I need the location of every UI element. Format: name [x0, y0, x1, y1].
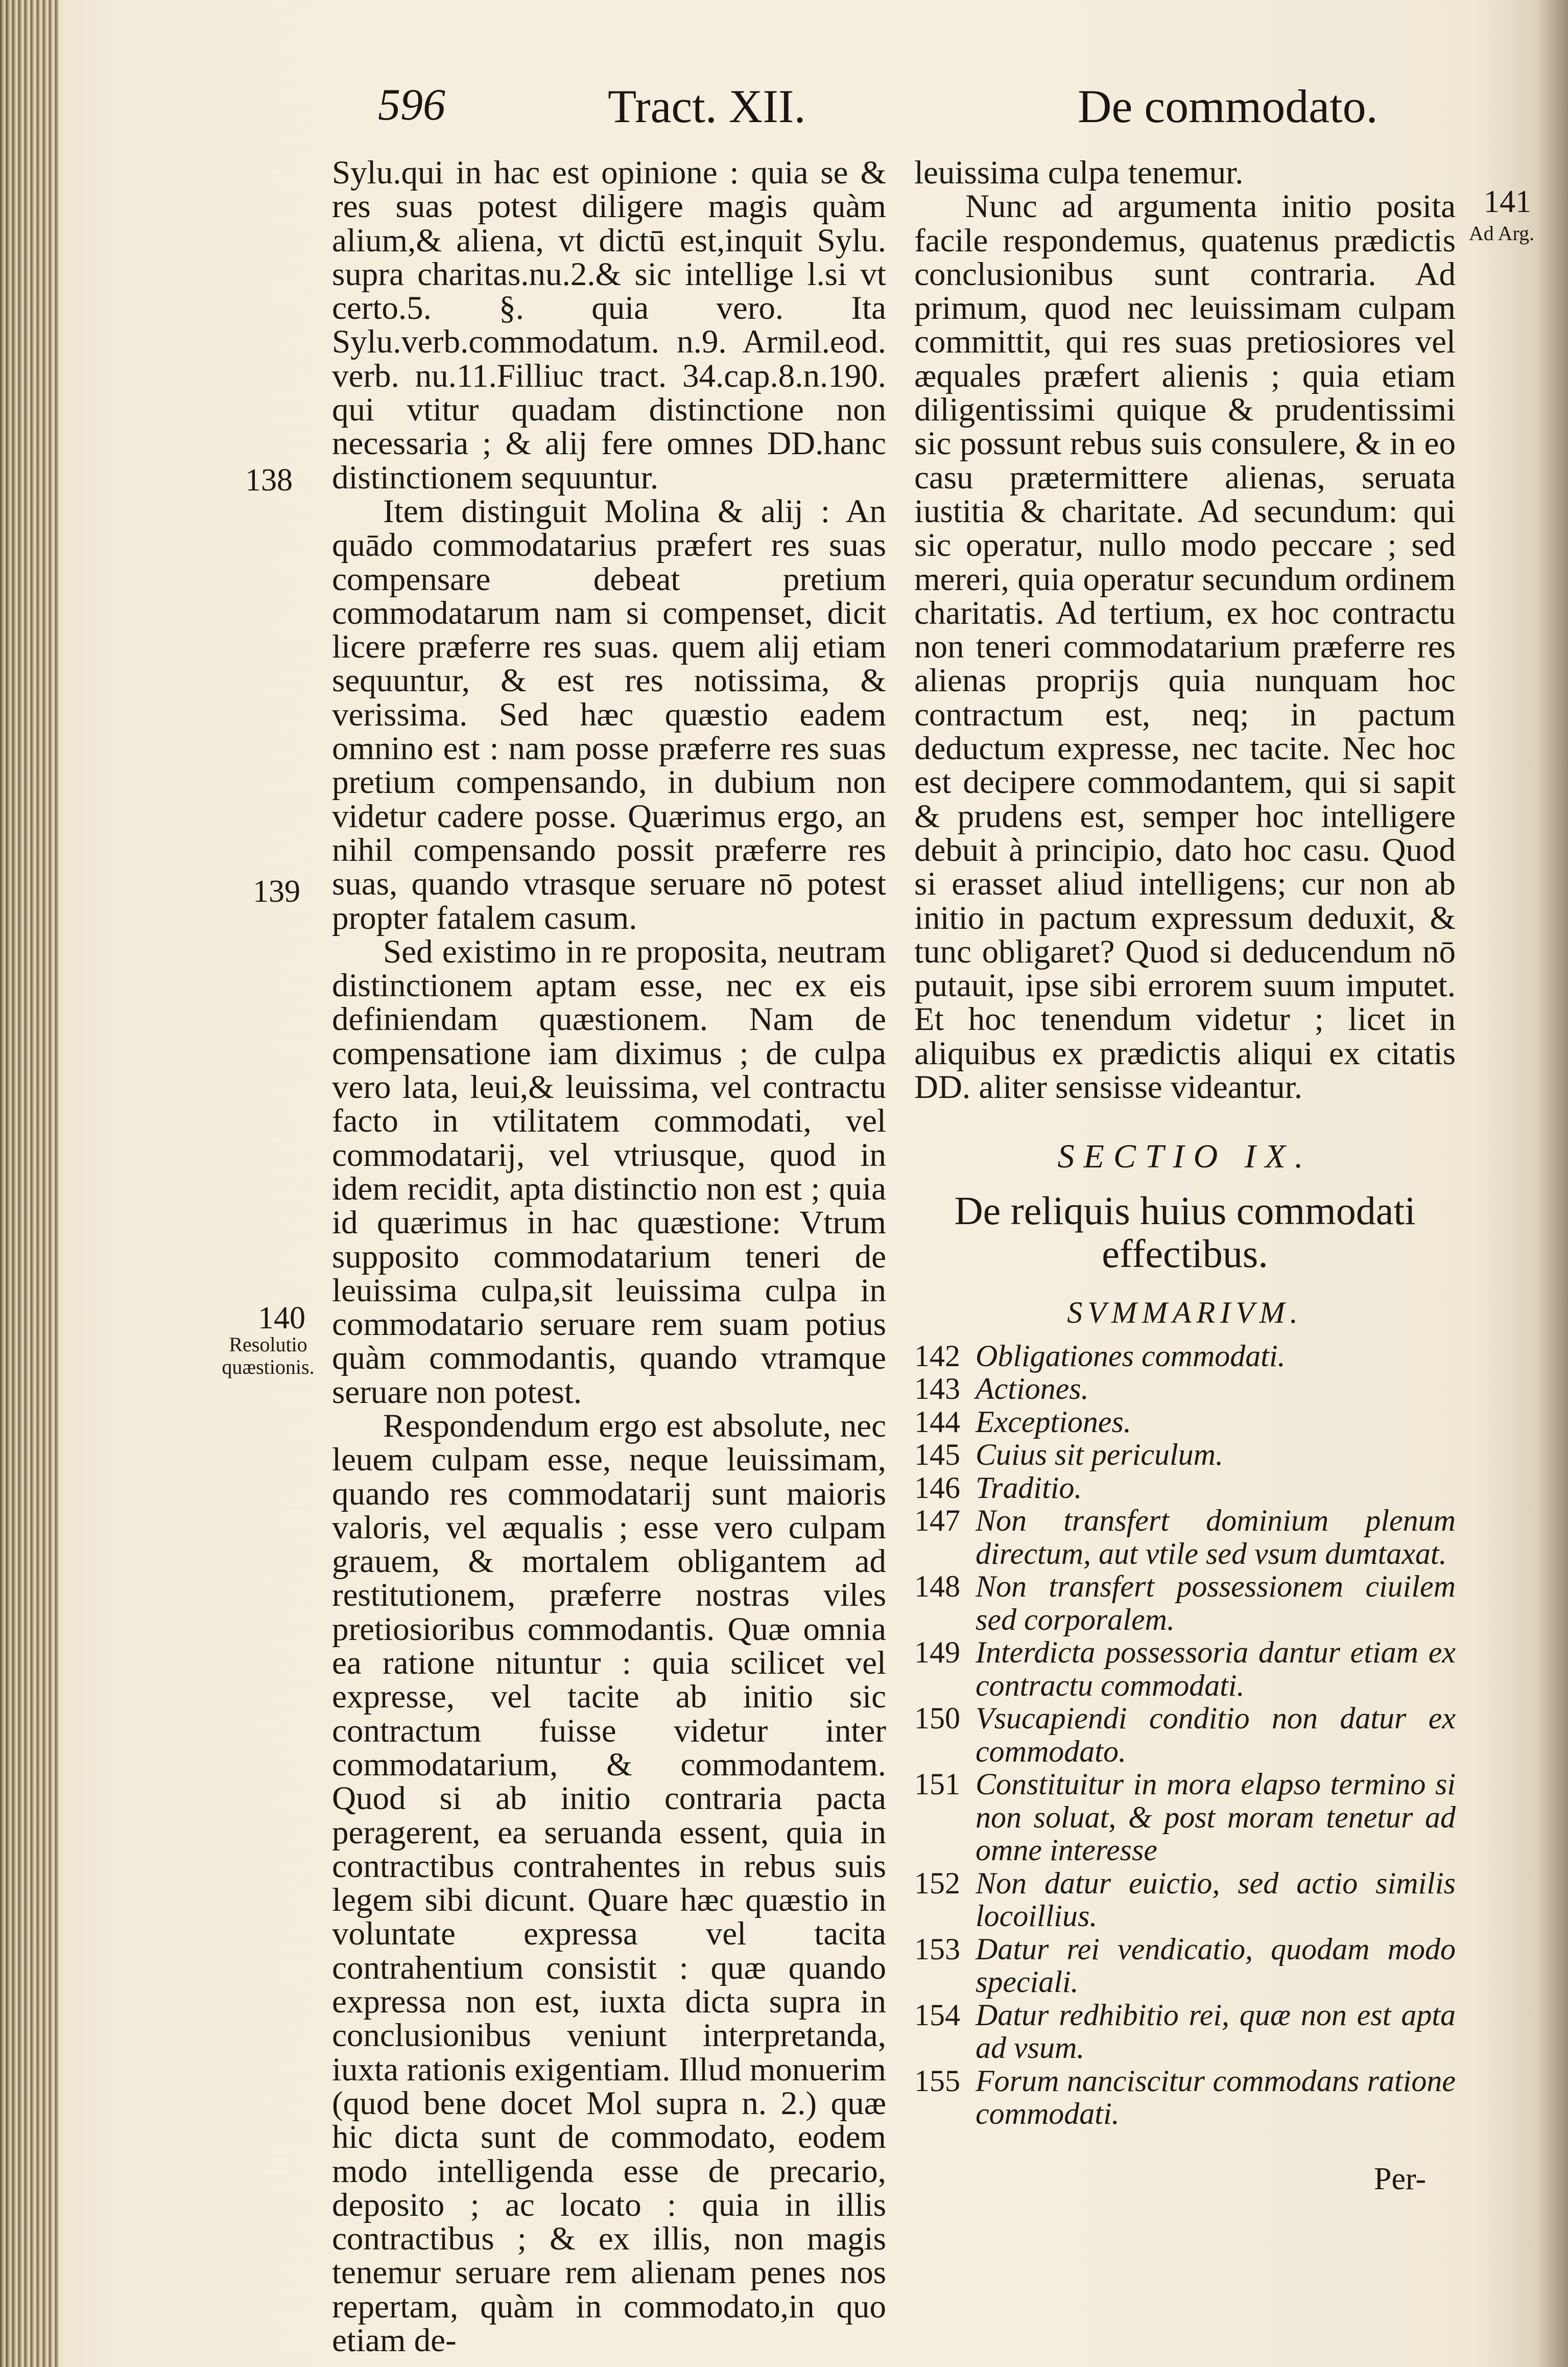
summary-number: 142: [914, 1339, 960, 1373]
margin-note: Ad Arg.: [1468, 222, 1535, 245]
paragraph: leuissima culpa tenemur.: [914, 154, 1244, 191]
summary-item: [914, 1471, 1456, 1505]
margin-number: 139: [253, 874, 300, 909]
summary-text: Constituitur in mora elapso termino si non soluat, & post moram tenetur ad omne interesse: [976, 1767, 1456, 1867]
summary-item: [914, 1438, 1456, 1471]
summary-text: Non datur euictio, sed actio similis locoillius.: [976, 1866, 1456, 1933]
summary-number: 151: [914, 1767, 960, 1801]
running-title: Tract. XII.: [608, 80, 806, 132]
summary-item: [914, 1933, 1456, 1999]
summary-number: 147: [914, 1504, 960, 1538]
running-subject: De commodato.: [1078, 80, 1378, 132]
summary-item: [914, 1636, 1456, 1702]
section-heading: SECTIO IX.: [1057, 1138, 1313, 1176]
summary-text: Actiones.: [976, 1372, 1089, 1406]
summary-item: [914, 1405, 1456, 1439]
paragraph: Sed existimo in re proposita, neutram distinctionem aptam esse, nec ex eis definiendam quæstionem. Nam de compensatione iam diximus ; de culpa vero lata, leui,& leuissima, vel contractu facto in vtilitatem commodati, vel commodatarij, vel vtriusque, quod in idem recidit, apta distinctio non est ; quia id quærimus in hac quæstione: Vtrum supposito commodatarium teneri de leuissima culpa,sit leuissima culpa in commodatario seruare rem suam potius quàm commodantis, quando vtramque seruare non potest.: [332, 933, 886, 1411]
summary-number: 145: [914, 1438, 960, 1472]
summary-number: 152: [914, 1866, 960, 1900]
summary-text: Vsucapiendi conditio non datur ex commodato.: [976, 1701, 1456, 1768]
paragraph: Nunc ad argumenta initio posita facile respondemus, quatenus prædictis conclusionibus sunt contraria. Ad primum, quod nec leuissimam culpam committit, qui res suas pretiosiores vel æquales præfert alienis ; quia etiam diligentissimi quique & prudentissimi sic possunt rebus suis consulere, & in eo casu prætermittere alienas, seruata iustitia & charitate. Ad secundum: qui sic operatur, nullo modo peccare ; sed mereri, quia operatur secundum ordinem charitatis. Ad tertium, ex hoc contractu non teneri commodatarium præferre res alienas proprijs quia nunquam hoc contractum est, neq; in pactum deductum expresse, nec tacite. Nec hoc est decipere commodantem, qui si sapit & prudens est, semper hoc intelligere debuit à principio, dato hoc casu. Quod si erasset aliud intelligens; cur non ab initio in pactum expressum deduxit, & tunc obligaret? Quod si deducendum nō putauit, ipse sibi errorem suum imputet. Et hoc tenendum videtur ; licet in aliquibus ex prædictis aliqui ex citatis DD. aliter sensisse videantur.: [914, 188, 1456, 1106]
paragraph: Respondendum ergo est absolute, nec leuem culpam esse, neque leuissimam, quando res commodatarij sunt maioris valoris, vel æqualis ; esse vero culpam grauem, & mortalem obligantem ad restitutionem, præferre nostras viles pretiosioribus commodantis. Quæ omnia ea ratione nituntur : quia scilicet vel expresse, vel tacite ab initio sic contractum fuisse videtur inter commodatarium, & commodantem. Quod si ab initio contraria pacta peragerent, ea seruanda essent, quia in contractibus contrahentes in rebus suis legem sibi dicunt. Quare hæc quæstio in voluntate expressa vel tacita contrahentium consistit : quæ quando expressa non est, iuxta dicta supra in conclusionibus veniunt interpretanda, iuxta rationis exigentiam. Illud monuerim (quod bene docet Mol supra n. 2.) quæ hic dicta sunt de commodato, eodem modo intelligenda esse de precario, deposito ; ac locato : quia in illis contractibus ; & ex illis, non magis tenemur seruare rem alienam penes nos repertam, quàm in commodato,in quo etiam de-: [332, 1407, 886, 2359]
summary-text: Non transfert possessionem ciuilem sed corporalem.: [976, 1569, 1456, 1636]
summary-number: 143: [914, 1372, 960, 1406]
summary-item: [914, 1372, 1456, 1405]
summary-number: 154: [914, 1998, 960, 2032]
summary-number: 153: [914, 1932, 960, 1966]
summary-text: Traditio.: [976, 1470, 1082, 1505]
section-title: De reliquis huius commodati effectibus.: [954, 1188, 1416, 1276]
paragraph: Sylu.qui in hac est opinione : quia se & res suas potest diligere magis quàm alium,& aliena, vt dictū est,inquit Sylu. supra charitas.nu.2.& sic intellige l.si vt certo.5. §. quia vero. Ita Sylu.verb.commodatum. n.9. Armil.eod. verb. nu.11.Filliuc tract. 34.cap.8.n.190. qui vtitur quadam distinctione non necessaria ; & alij fere omnes DD.hanc distinctionem sequuntur.: [332, 154, 886, 496]
summary-item: [914, 1570, 1456, 1636]
summary-text: Datur redhibitio rei, quæ non est apta ad vsum.: [976, 1998, 1456, 2065]
summary-list: [914, 1340, 1456, 2130]
summary-number: 155: [914, 2064, 960, 2098]
summary-item: [914, 1340, 1456, 1373]
summary-number: 150: [914, 1701, 960, 1736]
summary-item: [914, 1867, 1456, 1933]
margin-note: Resolutio quæstionis.: [222, 1333, 315, 1378]
summary-number: 148: [914, 1569, 960, 1604]
page-edges: [0, 0, 59, 2367]
summary-number: 144: [914, 1404, 960, 1439]
summary-item: [914, 1999, 1456, 2065]
margin-number: 138: [245, 463, 293, 498]
summary-text: Cuius sit periculum.: [976, 1438, 1224, 1472]
margin-number: 140: [258, 1301, 305, 1335]
page-number: 596: [378, 80, 445, 130]
summary-item: [914, 1504, 1456, 1570]
summary-text: Interdicta possessoria dantur etiam ex contractu commodati.: [976, 1635, 1456, 1702]
summary-text: Obligationes commodati.: [976, 1339, 1286, 1373]
summary-heading: SVMMARIVM.: [1067, 1295, 1303, 1329]
summary-number: 149: [914, 1635, 960, 1670]
summary-number: 146: [914, 1470, 960, 1505]
right-text-column: [914, 156, 1456, 2130]
left-text-column: [332, 156, 886, 2357]
summary-text: Datur rei vendicatio, quodam modo speciali.: [976, 1932, 1456, 1999]
summary-item: [914, 1702, 1456, 1768]
summary-text: Exceptiones.: [976, 1404, 1131, 1439]
summary-item: [914, 1768, 1456, 1867]
paragraph: Item distinguit Molina & alij : An quādo commodatarius præfert res suas compensare debeat pretium commodatarum nam si compenset, dicit licere præferre res suas. quem alij etiam sequuntur, & est res notissima, & verissima. Sed hæc quæstio eadem omnino est : nam posse præferre res suas pretium compensando, in dubium non videtur cadere posse. Quærimus ergo, an nihil compensando possit præferre res suas, quando vtrasque seruare nō potest propter fatalem casum.: [332, 493, 886, 936]
summary-text: Forum nanciscitur commodans ratione commodati.: [976, 2064, 1456, 2131]
summary-text: Non transfert dominium plenum directum, aut vtile sed vsum dumtaxat.: [976, 1504, 1456, 1571]
margin-number: 141: [1484, 184, 1531, 219]
catchword: Per-: [1374, 2162, 1427, 2196]
summary-item: [914, 2065, 1456, 2130]
